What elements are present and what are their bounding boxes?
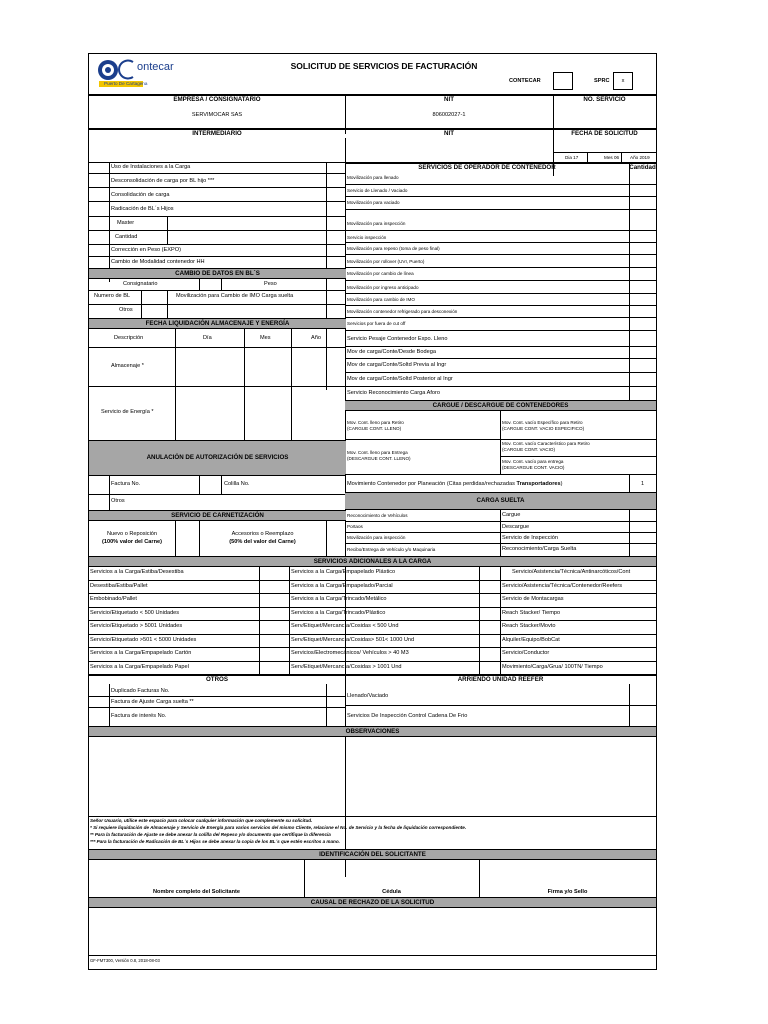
movimiento-planeacion: Movimiento Contenedor por Planeación (Citas perdidas/rechazadas Transportadores) [347,481,563,487]
fecha-solicitud-header: FECHA DE SOLICITUD [571,130,638,137]
note-almacenaje: * Si requiere liquidación de Almacenaje y Servicio de Energía para varios servicios del mismo Cliente, relacione el No. de Servicio y la fecha de liquidación correspondiente. [90,825,467,830]
fecha-ano[interactable]: Año 2019 [630,155,650,160]
adicional-col1-item-4: Servicio/Etiquetado > 5001 Unidades [90,623,183,629]
fecha-mes[interactable]: Mes 06 [604,155,620,160]
adicional-col3-item-0: Servicio/Asistencia/Técnica/Antinarcóticos/Cont [512,569,631,575]
op-item-4: Servicio inspección [347,235,387,240]
cargue-lleno-retiro: Mov. Cont. lleno para Retiro [347,420,404,425]
cargue-lleno-entrega: Mov. Cont. lleno para Entrega [347,450,408,455]
cargue-lleno-retiro-note: (CARGUE CONT. LLENO) [347,426,402,431]
adicional-col3-item-1: Servicio/Asistencia/Técnica/Contenedor/Reefers [502,582,623,589]
op-item-7: Movilización por cambio de línea [347,271,414,276]
adicional-col2-item-1: Servicios a la Carga/Empapelado/Parcial [291,582,393,589]
form-version: GF-FMT300, Versión 0.8, 2018-08-03 [90,958,160,963]
svc-desconsolidacion: Desconsolidación de carga por BL hijo *** [111,178,215,184]
operador-header: SERVICIOS DE OPERADOR DE CONTENEDOR [418,164,556,171]
cargue-lleno-entrega-note: (DESCARGUE CONT. LLENO) [347,456,411,461]
adicional-col3-item-2: Servicio de Montacargas [502,596,564,602]
op-item-16: Servicio Reconocimiento Carga Aforo [347,390,440,396]
op-item-6: Movilización por rollover (UVI, Puerto) [347,259,425,264]
carnet-accesorios-label: Accesorios o Reemplazo [231,531,294,537]
adicional-col1-item-6: Servicios a la Carga/Empapelado Cartón [90,650,192,656]
operador-header-row [345,162,656,171]
anulacion-colilla: Colilla No. [224,481,250,487]
cambio-movilizacion-imo: Movilización para Cambio de IMO Carga suelta [176,293,294,299]
adicional-col1-item-1: Desestiba/Estiba/Pallet [90,582,148,589]
adicional-col2-item-4: Serv/Etiquet/Mercancía/Cosidas < 500 Und [291,623,399,629]
rechazo-area[interactable] [89,907,656,955]
carnet-nuevo-label: Nuevo o Reposición [106,531,158,537]
anulacion-header: ANULACIÓN DE AUTORIZACIÓN DE SERVICIOS [89,440,346,476]
op-item-2: Movilización para vaciado [347,200,400,205]
otros-interes: Factura de interés No. [111,713,167,719]
intermediario-header: INTERMEDIARIO [192,130,242,137]
cs-descargue: Descargue [502,524,530,530]
solicitante-nombre-label: Nombre completo del Solicitante [152,889,241,895]
fecha-dia[interactable]: Dia 17 [565,155,579,160]
veh-portaos: Portaos [347,524,363,529]
adicionales-header: SERVICIOS ADICIONALES A LA CARGA [89,556,656,567]
op-item-0: Movilización para llenado [347,175,399,180]
intermediario-header-row [89,128,656,137]
adicional-col2-item-3: Servicios a la Carga/Trincado/Plástico [291,609,386,616]
solicitante-cedula-label: Cédula [382,889,401,895]
op-item-5: Movilización para repeso (toma de peso final) [347,246,440,251]
cambio-peso: Peso [264,281,277,287]
observaciones-area[interactable] [89,736,656,816]
note-radicacion: *** Para la facturación de Radicación de BL´s Hijos se debe anexar la copia de los BL´s que estén escritos a mano. [90,839,340,844]
adicional-col2-item-5: Serv/Etiquet/Mercancía/Cosidas> 501< 1000 Und [291,636,415,643]
adicional-col3-item-6: Servicio/Conductor [502,650,550,656]
contecar-checkbox[interactable] [553,72,573,90]
adicional-col2-item-7: Serv/Etiquet/Mercancía/Cosidas > 1001 Und [291,663,402,670]
op-item-8: Movilización por ingreso anticipado [347,285,419,290]
adicional-col2-item-0: Servicios a la Carga/Empapelado Plástico [291,569,396,575]
cargue-header: CARGUE / DESCARGUE DE CONTENEDORES [345,400,656,411]
logo-brand-text: ontecar [137,61,174,73]
carga-suelta-header: CARGA SUELTA [345,492,656,510]
liq-dia: Día [203,335,212,341]
cargue-vacio-entrega-note: (DESCARGUE CONT. VACIO) [502,465,565,470]
cargue-vacio-entrega: Mov. Cont. vacío para entrega [502,459,564,464]
otros-duplicado: Duplicado Facturas No. [111,688,170,694]
svc-cambio-modalidad: Cambio de Modalidad contenedor HH [111,259,205,265]
anulacion-otros: Otros [111,498,125,504]
op-item-10: Movilización contenedor refrigerado para desconexión [347,309,458,314]
cs-inspeccion: Servicio de Inspección [502,535,558,541]
op-item-12: Servicio Pesaje Contenedor Expo. Lleno [347,336,448,342]
cargue-vacio-especifico: Mov. Cont. vacío Específico para Retiro [502,420,583,425]
liq-descripcion: Descripción [114,335,144,341]
otros-reefer-header-row [89,674,656,683]
contecar-label: CONTECAR [509,78,541,84]
op-item-15: Mov de carga/Conte/Soltd Posterior al Ingr [347,376,453,382]
logo-tagline: Puerto De Cartagena [104,81,148,86]
nit2-header: NIT [444,130,454,137]
adicional-col2-item-6: Servicios/Electromecánicos/ Vehículos > 40 M3 [291,650,409,656]
sprc-mark: x [621,78,625,84]
adicional-col1-item-5: Servicio/Etiquetado >501 < 5000 Unidades [90,636,197,643]
solicitante-firma-label: Firma y/o Sello [547,889,588,895]
adicional-col3-item-5: Alquiler/Equipo/BobCat [502,636,560,643]
liq-mes: Mes [260,335,271,341]
carnet-nuevo-note: (100% valor del Carne) [101,539,162,545]
reefer-header: ARRIENDO UNIDAD REEFER [457,676,544,683]
svc-cantidad: Cantidad [115,234,138,240]
otros-ajuste: Factura de Ajuste Carga suelta ** [111,699,194,705]
movimiento-qty[interactable]: 1 [640,481,645,487]
cargue-vacio-especifico-note: (CARGUE CONT. VACIO ESPECIFICO) [502,426,585,431]
cs-reconocimiento: Reconocimiento/Carga Suelta [502,546,577,552]
empresa-name[interactable]: SERVIMOCAR SAS [191,112,243,118]
identificacion-header: IDENTIFICACIÓN DEL SOLICITANTE [89,849,656,860]
anulacion-factura: Factura No. [111,481,141,487]
adicional-col1-item-2: Embobinado/Pallet [90,596,137,602]
liq-almacenaje: Almacenaje * [111,363,144,369]
otros-header: OTROS [205,676,228,683]
cambio-consignatario: Consignatario [123,281,158,287]
no-servicio-header: NO. SERVICIO [583,96,626,103]
svc-radicacion-bl: Radicación de BL´s Hijos [111,206,174,212]
op-item-1: Servicio de Llenado / Vaciado [347,188,408,193]
op-item-9: Movilización para cambio de IMO [347,297,415,302]
page-title: SOLICITUD DE SERVICIOS DE FACTURACIÓN [290,61,478,71]
op-item-14: Mov de carga/Conte/Soltd Previa al Ingr [347,362,447,368]
liquidacion-header: FECHA LIQUIDACIÓN ALMACENAJE Y ENERGÍA [89,318,346,329]
carnetizacion-header: SERVICIO DE CARNETIZACIÓN [89,510,346,521]
empresa-nit[interactable]: 806002027-1 [432,112,466,118]
adicional-col1-item-0: Servicios a la Carga/Estiba/Desestiba [90,569,184,575]
cambio-otros: Otros [119,307,133,313]
operador-cantidad-header: Cantidad [629,164,656,171]
svc-correccion-peso: Corrección en Peso (EXPO) [111,247,181,253]
cs-cargue: Cargue [502,512,521,518]
empresa-header: EMPRESA / CONSIGNATARIO [173,96,261,103]
cargue-vacio-caracteristico-note: (CARGUE CONT. VACIO) [502,447,555,452]
billing-request-form [88,53,657,970]
adicional-col1-item-3: Servicio/Etiquetado < 500 Unidades [90,609,180,616]
carnet-accesorios-note: (50% del valor del Carne) [229,539,296,545]
veh-recibo: Recibo/Entrega de Vehículo y/o Maquinaria [347,547,436,552]
adicional-col3-item-3: Reach Stacker/ Tiempo [502,609,561,616]
cambio-numero-bl: Numero de BL [94,293,131,299]
sprc-checkbox[interactable] [613,72,633,90]
veh-movilizacion: Movilización para inspección [347,535,406,540]
reefer-inspeccion: Servicios De Inspección Control Cadena De Frio [347,713,468,719]
note-usuario: Señor Usuario, utilice este espacio para colocar cualquier información que complemente su solicitud. [90,818,313,823]
svc-uso-instalaciones: Uso de Instalaciones a la Carga [111,164,191,170]
sprc-label: SPRC [594,78,610,84]
empresa-header-row [89,94,656,103]
cambio-bl-header: CAMBIO DE DATOS EN BL´S [89,268,346,279]
observaciones-header: OBSERVACIONES [89,726,656,737]
adicional-col1-item-7: Servicios a la Carga/Empapelado Papel [90,663,189,670]
rechazo-header: CAUSAL DE RECHAZO DE LA SOLICITUD [89,897,656,908]
op-item-3: Movilización para inspección [347,221,406,226]
adicional-col3-item-7: Movimiento/Carga/Grua/ 100TN/ Tiempo [502,663,603,670]
svc-consolidacion: Consolidación de carga [111,192,170,198]
svc-master: Master [117,220,135,226]
company-logo [93,57,198,87]
liq-energia: Servicio de Energía * [101,409,154,415]
veh-reconocimiento: Reconocimiento de Vehículos [347,513,408,518]
cargue-vacio-caracteristico: Mov. Cont. vacío Característico para Retiro [502,441,590,446]
nit-header: NIT [444,96,454,103]
reefer-llenado: Llenado/Vaciado [347,693,389,699]
adicional-col3-item-4: Reach Stacker/Movto [502,623,556,629]
op-item-11: Servicios por fuera de cut off [347,321,406,326]
op-item-13: Mov de carga/Conte/Desde Bodega [347,349,436,355]
liq-ano: Año [311,335,321,341]
adicional-col2-item-2: Servicios a la Carga/Trincado/Metálico [291,596,387,602]
note-ajuste: ** Para la facturación de Ajuste se debe anexar la colilla del Repeso y/o documento que certifique la diferencia [90,832,331,837]
